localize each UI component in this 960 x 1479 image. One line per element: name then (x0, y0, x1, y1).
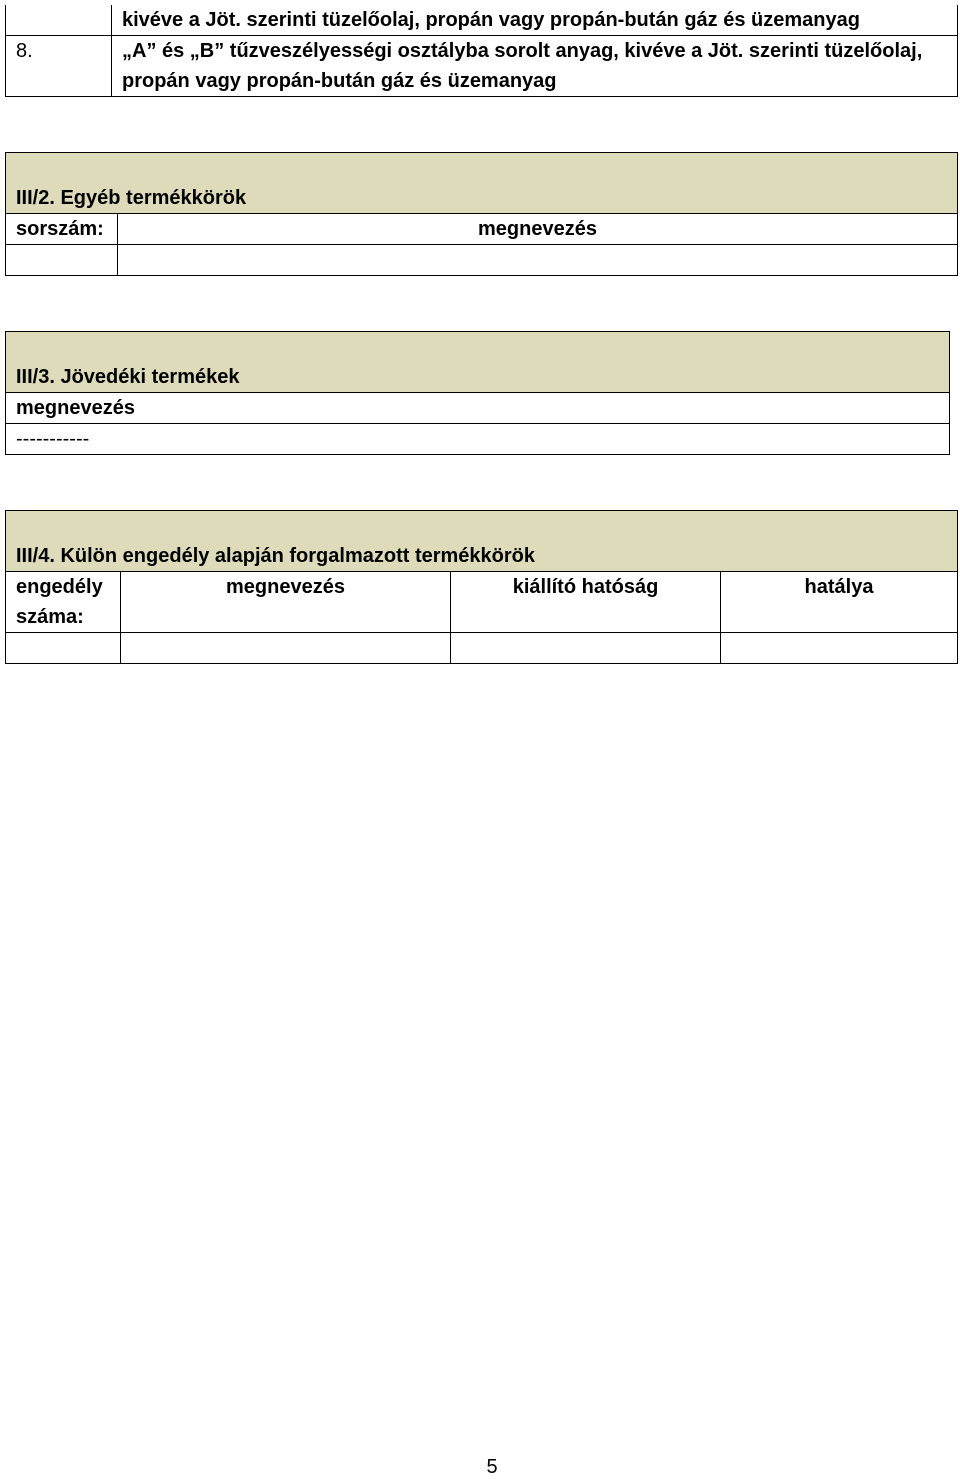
cell-kiallito-hatosag-field[interactable] (451, 633, 721, 664)
column-header-hatalya: hatálya (721, 572, 958, 633)
list-row-text: „A” és „B” tűzveszélyességi osztályba sorolt anyag, kivéve a Jöt. szerinti tüzelőolaj, propán vagy propán-bután gáz és üzemanyag (112, 36, 958, 97)
list-row (6, 5, 958, 36)
column-header-sorszam: sorszám: (6, 214, 118, 245)
column-header-megnevezes: megnevezés (118, 214, 958, 245)
list-row-text: kivéve a Jöt. szerinti tüzelőolaj, propán vagy propán-bután gáz és üzemanyag (112, 5, 958, 36)
list-row (6, 36, 958, 97)
empty-entry-marker[interactable]: ----------- (6, 424, 950, 455)
column-header-megnevezes: megnevezés (6, 393, 950, 424)
cell-engedely-szama-field[interactable] (6, 633, 121, 664)
top-list-table (5, 5, 958, 97)
cell-megnevezes-field[interactable] (121, 633, 451, 664)
section-title: III/2. Egyéb termékkörök (6, 153, 958, 214)
table-row (6, 633, 958, 664)
section-other-products-table (5, 152, 958, 276)
table-row (6, 245, 958, 276)
list-row-number: 8. (6, 36, 112, 97)
list-row-number (6, 5, 112, 36)
page-number: 5 (486, 1456, 498, 1478)
column-header-engedely-szama: engedély száma: (6, 572, 121, 633)
section-title: III/4. Külön engedély alapján forgalmazott termékkörök (6, 511, 958, 572)
column-header-megnevezes: megnevezés (121, 572, 451, 633)
table-row (6, 424, 950, 455)
cell-hatalya-field[interactable] (721, 633, 958, 664)
cell-megnevezes-field[interactable] (118, 245, 958, 276)
cell-sorszam-field[interactable] (6, 245, 118, 276)
section-excise-products-table (5, 331, 950, 455)
section-licensed-products-table (5, 510, 958, 664)
section-title: III/3. Jövedéki termékek (6, 332, 950, 393)
column-header-kiallito-hatosag: kiállító hatóság (451, 572, 721, 633)
